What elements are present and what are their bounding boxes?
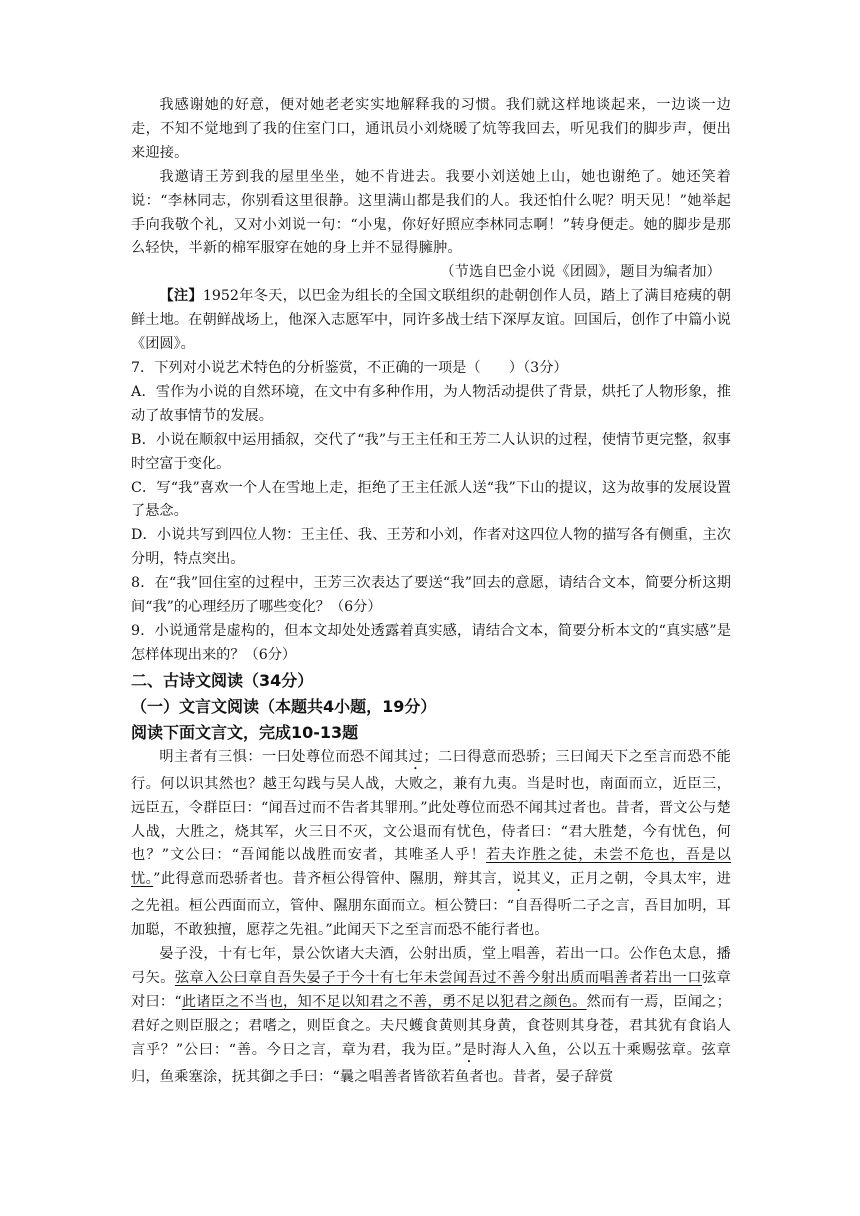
question-7: 7．下列对小说艺术特色的分析鉴赏，不正确的一项是（ ）（3分） — [131, 359, 568, 376]
question-7-option-c: C．写“我”喜欢一个人在雪地上走，拒绝了王主任派人送“我”下山的提议，这为故事的发展设置了悬念。 — [131, 479, 731, 520]
underlined-sentence: 此诸臣之不当也，知不足以知君之不善，勇不足以犯君之颜色。 — [181, 994, 587, 1010]
classical-paragraph-1 — [131, 746, 731, 943]
document-page — [131, 94, 731, 1090]
passage-paragraph-1: 我感谢她的好意，便对她老老实实地解释我的习惯。我们就这样地谈起来，一边谈一边走，不知不觉地到了我的住室门口，通讯员小刘烧暖了炕等我回去，听见我们的脚步声，便出来迎接。 — [131, 97, 731, 161]
question-7-option-a: A．雪作为小说的自然环境，在文中有多种作用，为人物活动提供了背景，烘托了人物形象，推动了故事情节的发展。 — [131, 383, 731, 424]
emphasis-character: 过 — [408, 748, 424, 765]
section-title: 二、古诗文阅读（34分） — [131, 670, 314, 690]
reading-instruction: 阅读下面文言文，完成10-13题 — [131, 722, 359, 742]
underlined-unpunctuated-sentence: 弦章入公曰章自吾失晏子于今十有七年未尝闻吾过不善今射出质而唱善者若出一口 — [174, 970, 702, 987]
note-label: 【注】 — [159, 288, 203, 305]
note-text: 1952年冬天，以巴金为组长的全国文联组织的赴朝创作人员，踏上了满目疮痍的朝鲜土地。在朝鲜战场上，他深入志愿军中，同许多战士结下深厚友谊。回国后，创作了中篇小说《团圆》。 — [131, 288, 731, 353]
passage-note — [131, 285, 731, 357]
classical-text: ；二曰得意而恐骄；三曰闻天下之至言而恐不能行。何以识其然也？越王勾践与吴人战，大败之，兼有九夷。当是时也，南面而立，近臣三，远臣五，令群臣曰：“闻吾过而不告者其罪刑。”此处尊位而恐不闻其过者也。昔者，晋文公与楚人战，大胜之，烧其军，火三日不灭，文公退而有忧色，侍者曰：“君大胜楚，今有忧色，何也？”文公曰：“吾闻能以战胜而安者，其唯圣人乎！ — [131, 748, 732, 864]
question-7-option-d: D．小说共写到四位人物：王主任、我、王芳和小刘，作者对这四位人物的描写各有侧重，主次分明，特点突出。 — [131, 527, 731, 568]
classical-text: 时海人入鱼，公以五十乘赐弦章。弦章归，鱼乘塞涂，抚其御之手曰：“曩之唱善者皆欲若鱼者也。昔者，晏子辞赏 — [131, 1041, 732, 1085]
classical-text: 明主者有三惧：一曰处尊位而恐不闻其 — [159, 748, 409, 765]
classical-text: 晏子没，十有七年，景公饮诸大夫酒，公射出质，堂上唱善，若出一口。公作色太息，播弓矢。 — [131, 946, 731, 987]
question-9: 9．小说通常是虚构的，但本文却处处透露着真实感，请结合文本，简要分析本文的“真实感”是怎样体现出来的？（6分） — [131, 622, 731, 663]
section-subtitle: （一）文言文阅读（本题共4小题，19分） — [131, 696, 437, 716]
question-7-option-b: B．小说在顺叙中运用插叙，交代了“我”与王主任和王芳二人认识的过程，使情节更完整，叙事时空富于变化。 — [131, 431, 731, 472]
passage-paragraph-2: 我邀请王芳到我的屋里坐坐，她不肯进去。我要小刘送她上山，她也谢绝了。她还笑着说：“李林同志，你别看这里很静。这里满山都是我们的人。我还怕什么呢？明天见！”她举起手向我敬个礼，又对小刘说一句：“小鬼，你好好照应李林同志啊！”转身便走。她的脚步是那么轻快，半新的棉军服穿在她的身上并不显得臃肿。 — [131, 168, 731, 257]
classical-paragraph-2 — [131, 943, 731, 1090]
underlined-sentence: 若夫诈胜之徒，未尝不危也，吾是以忧。 — [131, 847, 732, 888]
classical-text: ”此得意而恐骄者也。昔齐桓公得管仲、隰朋，辩其言， — [153, 871, 512, 888]
emphasis-character: 是 — [461, 1041, 478, 1058]
emphasis-character: 说 — [511, 871, 527, 888]
classical-text: 然而有一焉，臣闻之；君好之则臣服之；君嗜之，则臣食之。夫尺蠖食黄则其身黄，食苍则其身苍，君其犹有食谄人言乎？”公曰：“善。今日之言，章为君，我为臣。” — [131, 994, 731, 1058]
classical-text: 弦章对曰：“ — [131, 970, 731, 1010]
question-8: 8．在“我”回住室的过程中，王芳三次表达了要送“我”回去的意愿，请结合文本，简要分析这期间“我”的心理经历了哪些变化？（6分） — [131, 575, 731, 616]
passage-source: （节选自巴金小说《团圆》，题目为编者加） — [440, 264, 721, 281]
classical-text: 其义，正月之朝，令具太牢，进之先祖。桓公西面而立，管仲、隰朋东面而立。桓公赞曰：“自吾得听二子之言，吾目加明，耳加聪，不敢独擅，愿荐之先祖。”此闻天下之至言而恐不能行者也。 — [131, 871, 731, 939]
